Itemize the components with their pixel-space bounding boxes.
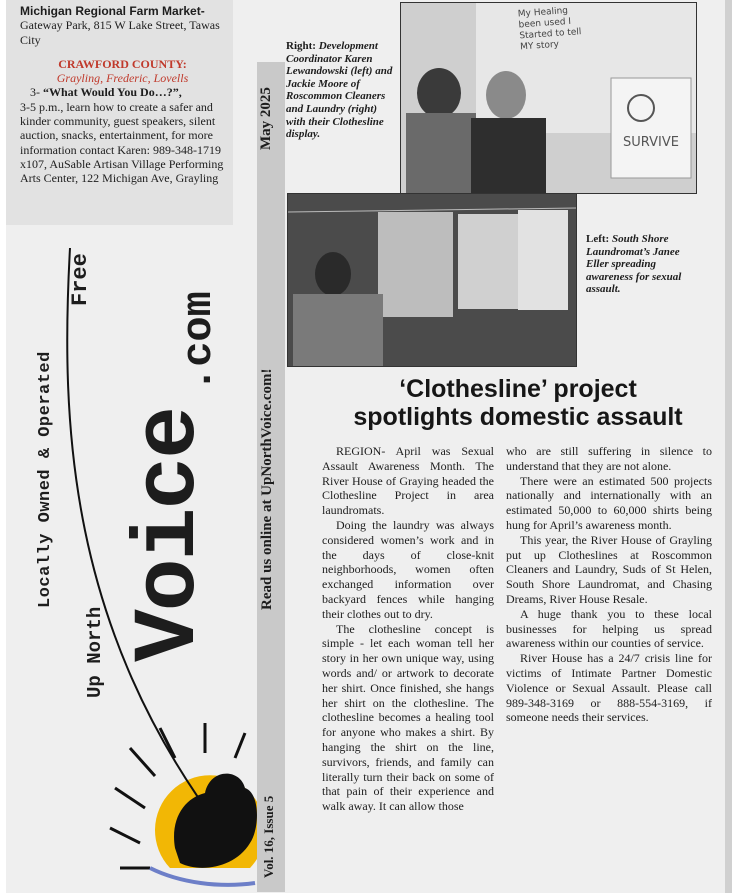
up-north-label: Up North	[84, 606, 106, 698]
county-towns: Grayling, Frederic, Lovells	[56, 71, 189, 86]
voice-wordmark: Voice	[121, 407, 220, 662]
events-box	[6, 0, 233, 225]
dotcom-wordmark: .com	[175, 291, 223, 392]
blue-swoosh	[150, 868, 255, 885]
paragraph: The clothesline concept is simple - let each woman tell her story in her own unique way, using words and/ or artwork to decorate her shirt. Once finished, she hangs her shirt on the clothesline. The clothesline becomes a healing tool for anyone who makes a shirt. By hanging the shirt on the line, survivors, friends, and family can literally turn their back on some of that pain of their experience and walk away. It can allow those	[322, 621, 494, 814]
paragraph: A huge thank you to these local businesses for helping us spread awareness within our counties of service.	[506, 606, 712, 651]
article-column-2	[506, 444, 712, 725]
photo-art-2	[288, 194, 576, 366]
caption-left	[586, 233, 698, 296]
market-address: Gateway Park, 815 W Lake Street, Tawas City	[20, 18, 220, 47]
paragraph: There were an estimated 500 projects nationally and internationally with an estimated 50,000 to 60,000 shirts being hung for April’s awareness month.	[506, 473, 712, 532]
event-title: “What Would You Do…?”,	[43, 85, 182, 100]
paragraph: River House has a 24/7 crisis line for victims of Intimate Partner Domestic Violence or Sexual Assault. Please call 989-348-3169 or 888-554-3169, if someone needs their services.	[506, 651, 712, 725]
free-label: Free	[68, 253, 93, 306]
shirt-handwriting: My Healing been used I Started to tell MY story	[517, 5, 582, 53]
article-headline	[318, 375, 718, 431]
read-online-link[interactable]: Read us online at UpNorthVoice.com!	[259, 368, 275, 610]
county-heading: CRAWFORD COUNTY:	[58, 56, 187, 71]
scan-edge	[725, 0, 732, 893]
event-details: 3-5 p.m., learn how to create a safer and kinder community, guest speakers, silent auction, snacks, entertainment, for more information contact Karen: 989-348-1719 x107, AuSable Artisan Village Performing Arts Center, 122 Michigan Ave, Grayling	[20, 99, 224, 186]
caption-right-label: Right:	[286, 40, 316, 52]
caption-left-text: South Shore Laundromat’s Janee Eller spreading awareness for sexual assault.	[586, 233, 682, 296]
caption-right	[286, 40, 398, 141]
caption-right-text: Development Coordinator Karen Lewandowski (left) and Jackie Moore of Roscommon Cleaners and Laundry (right) with their Clothesline display.	[286, 40, 393, 141]
paragraph: This year, the River House of Grayling put up Clotheslines at Roscommon Cleaners and Laundry, Suds of St Helen, South Shore Laundromat, and Chasing Dreams, River House Resale.	[506, 532, 712, 606]
issue-date: May 2025	[258, 87, 274, 150]
paragraph-continuation: who are still suffering in silence to understand that they are not alone.	[506, 444, 712, 473]
article-column-1	[322, 444, 494, 814]
headline-line-2: spotlights domestic assault	[353, 403, 683, 431]
caption-left-label: Left:	[586, 233, 610, 245]
market-title: Michigan Regional Farm Market-	[20, 4, 205, 18]
photo-janee-eller	[287, 193, 577, 367]
headline-line-1: ‘Clothesline’ project	[399, 375, 637, 403]
paragraph: REGION- April was Sexual Assault Awareness Month. The River House of Graying headed the Clothesline Project in area laundromats.	[322, 444, 494, 518]
survive-shirt-text: SURVIVE	[623, 135, 679, 150]
paragraph: Doing the laundry was always considered women’s work and in the days of close-knit neighborhoods, women often exchanged information over backyard fences while hanging their clothes out to dry.	[322, 517, 494, 621]
event-date: 3-	[30, 85, 43, 100]
tagline: Locally Owned & Operated	[36, 351, 55, 608]
photo-karen-jackie	[400, 2, 697, 194]
volume-issue: Vol. 16, Issue 5	[261, 795, 276, 878]
